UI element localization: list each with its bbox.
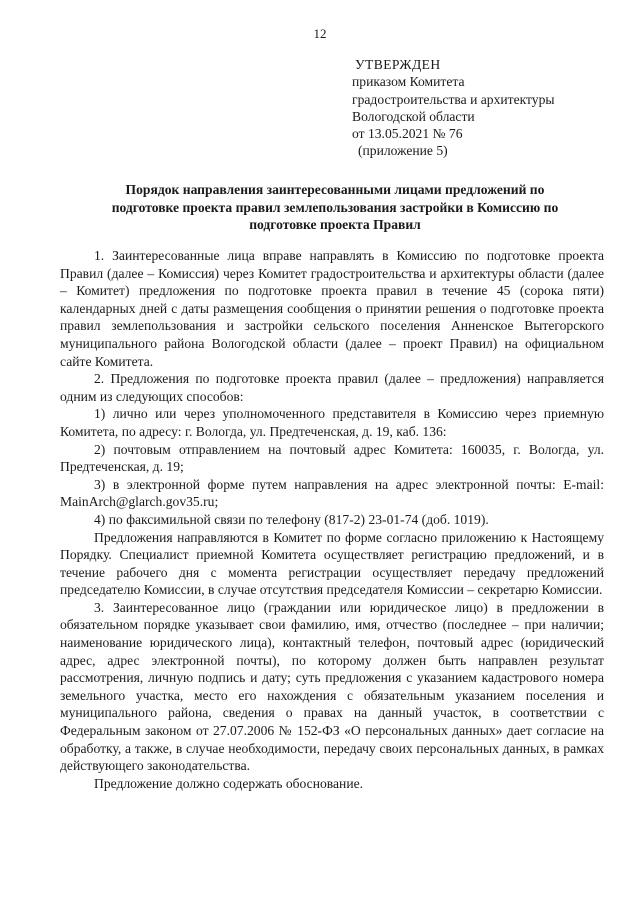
approval-line: приказом Комитета: [352, 74, 465, 90]
list-item-method-1: 1) лично или через уполномоченного представителя в Комиссию через приемную Комитета, по адресу: г. Вологда, ул. Предтеченская, д. 19, каб. 136:: [60, 406, 604, 439]
list-item-method-3: 3) в электронной форме путем направления на адрес электронной почты: E-mail: MainArch@glarch.gov35.ru;: [60, 476, 604, 510]
document-title: [70, 181, 600, 234]
paragraph-item-2: 2. Предложения по подготовке проекта правил (далее – предложения) направляется одним из следующих способов:: [60, 371, 604, 404]
document-title-line: подготовке проекта правил землепользования застройки в Комиссию по: [111, 199, 559, 215]
paragraph-registration: Предложения направляются в Комитет по форме согласно приложению к Настоящему Порядку. Специалист приемной Комитета осуществляет регистрацию предложений, и в течение рабочего дня с момента регистрации осуществляет передачу предложений председателю Комиссии, в случае отсутствия председателя Комиссии – секретарю Комиссии.: [60, 529, 604, 598]
approval-stamp: [352, 56, 555, 160]
document-title-line: Порядок направления заинтересованными лицами предложений по: [125, 182, 545, 197]
list-item-method-2: 2) почтовым отправлением на почтовый адрес Комитета: 160035, г. Вологда, ул. Предтеченская, д. 19;: [60, 441, 604, 475]
approval-line: Вологодской области: [352, 108, 475, 124]
approval-appendix: (приложение 5): [358, 143, 448, 159]
approval-line: от 13.05.2021 № 76: [352, 126, 463, 142]
document-title-line: подготовке проекта Правил: [249, 217, 421, 232]
approval-title: УТВЕРЖДЕН: [355, 57, 441, 72]
list-item-method-4: 4) по факсимильной связи по телефону (817-2) 23-01-74 (доб. 1019).: [94, 511, 489, 527]
document-body: [60, 247, 604, 792]
page-number: 12: [313, 26, 327, 41]
paragraph-justification: Предложение должно содержать обоснование.: [94, 775, 364, 791]
paragraph-item-3: 3. Заинтересованное лицо (граждании или юридическое лицо) в предложении в обязательном порядке указывает свои фамилию, имя, отчество (последнее – при наличии; наименование юридического лица), контактный телефон, почтовый адрес (юридический адрес, адрес электронной почты), по которому должен быть направлен результат рассмотрения, личную подпись и дату; суть предложения с указанием кадастрового номера земельного участка, место его нахождения с обязательным указанием поселения и муниципального района, сведения о правах на данный участок, в соответствии с Федеральным законом от 27.07.2006 № 152-ФЗ «О персональных данных» дает согласие на обработку, а также, в случае необходимости, передачу своих персональных данных, в рамках действующего законодательства.: [60, 599, 604, 774]
approval-line: градостроительства и архитектуры: [352, 91, 555, 107]
paragraph-item-1: 1. Заинтересованные лица вправе направлять в Комиссию по подготовке проекта Правил (далее – Комиссия) через Комитет градостроительства и архитектуры области (далее – Комитет) предложения по подготовке проекта правил в течение 45 (сорока пяти) календарных дней с даты размещения сообщения о принятии решения о подготовке проекта правил землепользования и застройки сельского поселения Анненское Вытегорского муниципального района Вологодской области (далее – проект Правил) на официальном сайте Комитета.: [60, 248, 604, 369]
